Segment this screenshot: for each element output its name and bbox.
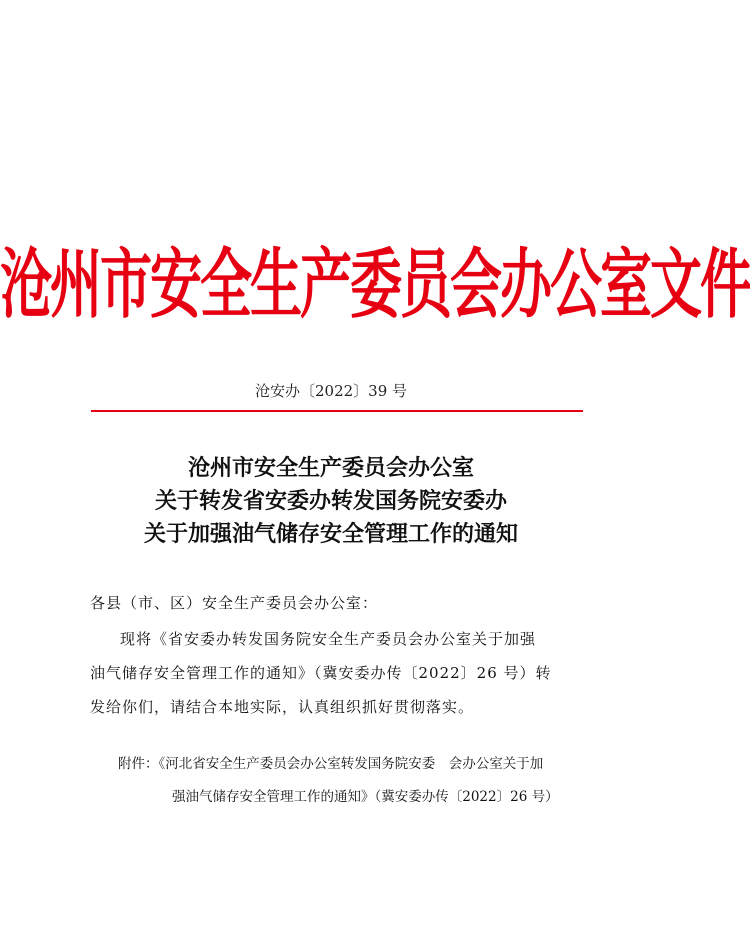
red-divider-rule (91, 410, 583, 412)
title-line-1: 沧州市安全生产委员会办公室 (187, 455, 474, 481)
document-number: 沧安办〔2022〕39 号 (254, 382, 408, 400)
document-title (0, 452, 662, 551)
title-line-3: 关于加强油气储存安全管理工作的通知 (143, 521, 518, 547)
masthead-title: 沧州市安全生产委员会办公室文件 (0, 241, 750, 330)
body-line-3: 发给你们，请结合本地实际，认真组织抓好贯彻落实。 (90, 698, 475, 716)
title-line-2: 关于转发省安委办转发国务院安委办 (154, 488, 507, 514)
attachment-line-1: 附件：《河北省安全生产委员会办公室转发国务院安委 会办公室关于加 (118, 756, 544, 772)
body-paragraph (90, 622, 588, 724)
attachment-note (118, 748, 559, 814)
body-line-1: 现将《省安委办转发国务院安全生产委员会办公室关于加强 (120, 630, 537, 648)
salutation: 各县（市、区）安全生产委员会办公室： (90, 594, 379, 612)
attachment-line-2: 强油气储存安全管理工作的通知》（冀安委办传〔2022〕26 号） (172, 789, 559, 805)
body-line-2: 油气储存安全管理工作的通知》（冀安委办传〔2022〕26 号）转 (90, 664, 552, 682)
